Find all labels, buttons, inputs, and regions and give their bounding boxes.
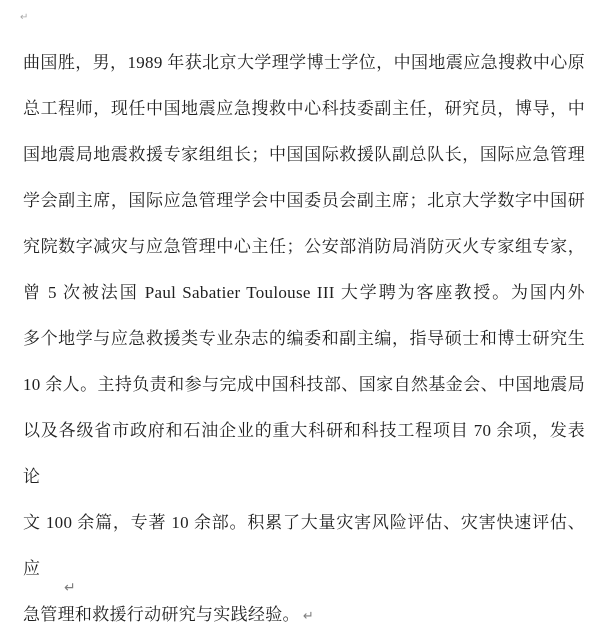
text-line-final-content: 急管理和救援行动研究与实践经验。 — [23, 605, 300, 624]
text-line: 以及各级省市政府和石油企业的重大科研和科技工程项目 70 余项，发表论 — [23, 421, 585, 486]
text-line: 10 余人。主持负责和参与完成中国科技部、国家自然基金会、中国地震局 — [23, 375, 585, 394]
paragraph-return-mark-top: ↵ — [20, 12, 29, 23]
paragraph-return-mark-bottom: ↵ — [64, 580, 76, 596]
text-line: 曾 5 次被法国 Paul Sabatier Toulouse III 大学聘为客座教授。为国内外 — [23, 283, 585, 302]
text-line: 学会副主席，国际应急管理学会中国委员会副主席；北京大学数字中国研 — [23, 191, 585, 210]
text-line: 国地震局地震救援专家组组长；中国国际救援队副总队长，国际应急管理 — [23, 145, 585, 164]
text-line: 究院数字减灾与应急管理中心主任；公安部消防局消防灭火专家组专家， — [23, 237, 585, 256]
text-line: 多个地学与应急救援类专业杂志的编委和副主编，指导硕士和博士研究生 — [23, 329, 585, 348]
text-line-final — [23, 592, 585, 640]
text-line: 曲国胜，男，1989 年获北京大学理学博士学位，中国地震应急搜救中心原 — [23, 53, 585, 72]
text-line: 文 100 余篇，专著 10 余部。积累了大量灾害风险评估、灾害快速评估、应 — [23, 513, 585, 578]
paragraph-return-mark-end: ↵ — [302, 609, 315, 624]
text-line: 总工程师，现任中国地震应急搜救中心科技委副主任，研究员，博导，中 — [23, 99, 585, 118]
bio-paragraph — [23, 40, 585, 640]
